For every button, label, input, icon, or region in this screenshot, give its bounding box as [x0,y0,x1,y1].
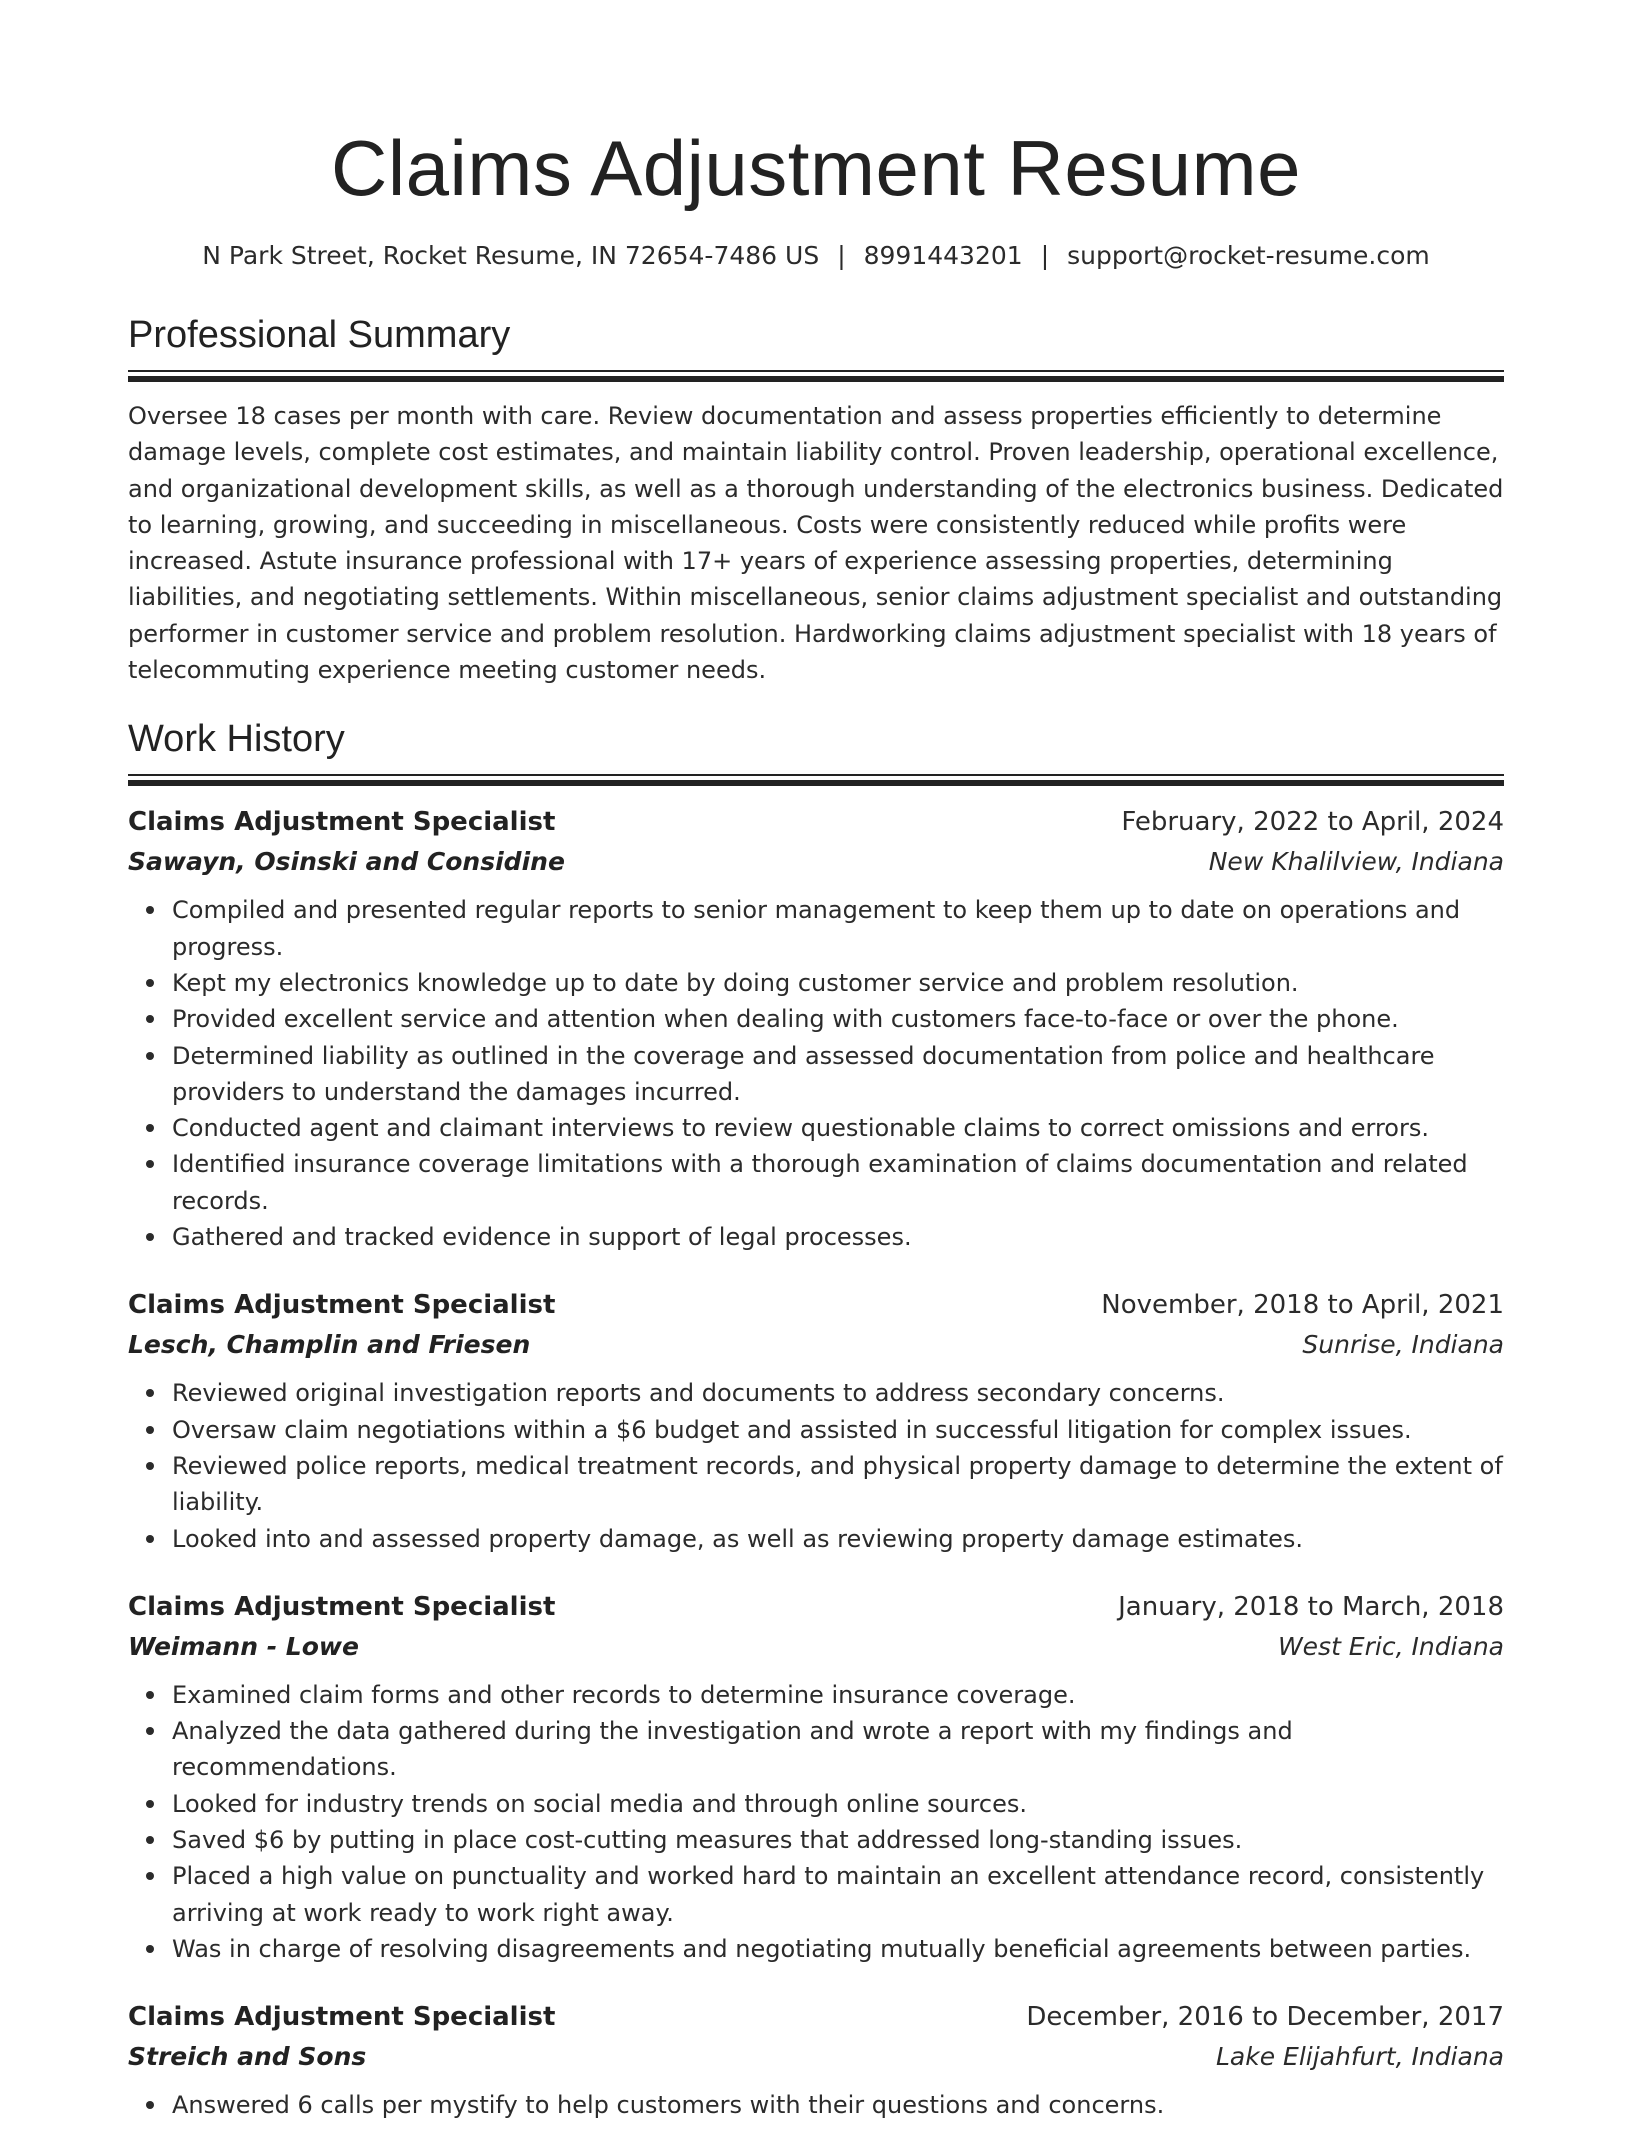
contact-line [128,238,1504,274]
job-bullet: Looked into and assessed property damage, as well as reviewing property damage estimates. [172,1521,1504,1557]
job-location: Sunrise, Indiana [1302,1330,1504,1360]
job-bullet: Looked for industry trends on social media and through online sources. [172,1786,1504,1822]
job-company: Weimann - Lowe [128,1631,359,1661]
job-bullet-list [128,2087,1504,2123]
job-bullet: Kept my electronics knowledge up to date by doing customer service and problem resolution. [172,965,1504,1001]
job-bullet: Conducted agent and claimant interviews to review questionable claims to correct omissions and errors. [172,1110,1504,1146]
contact-separator: | [1040,241,1050,270]
summary-heading: Professional Summary [128,314,511,356]
job-bullet-list [128,1375,1504,1556]
job-company-row [128,2037,1504,2077]
job-company-row [128,1627,1504,1667]
job-dates: January, 2018 to March, 2018 [1118,1591,1504,1622]
job-company: Lesch, Champlin and Friesen [128,1330,531,1360]
resume-page [128,0,1504,2154]
job-company-row [128,842,1504,882]
job-header-row [128,1587,1504,1627]
job-bullet: Saved $6 by putting in place cost-cutting measures that addressed long-standing issues. [172,1822,1504,1858]
job-entry [128,1997,1504,2123]
job-entry [128,1285,1504,1556]
contact-separator: | [837,241,846,270]
job-header-row [128,802,1504,842]
contact-address: N Park Street, Rocket Resume, IN 72654-7486 US [202,241,820,270]
contact-phone: 8991443201 [863,241,1023,270]
job-location: Lake Elijahfurt, Indiana [1216,2042,1504,2072]
job-header-row [128,1997,1504,2037]
job-company: Streich and Sons [128,2042,367,2072]
job-header-row [128,1285,1504,1325]
job-bullet: Compiled and presented regular reports to senior management to keep them up to date on operations and progress. [172,892,1504,965]
job-company-row [128,1325,1504,1365]
job-location: New Khalilview, Indiana [1208,847,1504,877]
job-bullet: Provided excellent service and attention when dealing with customers face-to-face or over the phone. [172,1001,1504,1037]
job-bullet: Determined liability as outlined in the coverage and assessed documentation from police and healthcare providers to understand the damages incurred. [172,1038,1504,1111]
job-bullet-list [128,892,1504,1255]
summary-section-header [128,310,1504,372]
job-bullet: Reviewed original investigation reports and documents to address secondary concerns. [172,1375,1504,1411]
section-divider [128,370,1504,372]
job-company: Sawayn, Osinski and Considine [128,847,565,877]
job-bullet: Identified insurance coverage limitations with a thorough examination of claims documentation and related records. [172,1146,1504,1219]
job-bullet-list [128,1677,1504,1967]
job-bullet: Was in charge of resolving disagreements and negotiating mutually beneficial agreements between parties. [172,1931,1504,1967]
summary-text: Oversee 18 cases per month with care. Review documentation and assess properties efficiently to determine damage levels, complete cost estimates, and maintain liability control. Proven leadership, operational excellence, and organizational development skills, as well as a thorough understanding of the electronics business. Dedicated to learning, growing, and succeeding in miscellaneous. Costs were consistently reduced while profits were increased. Astute insurance professional with 17+ years of experience assessing properties, determining liabilities, and negotiating settlements. Within miscellaneous, senior claims adjustment specialist and outstanding performer in customer service and problem resolution. Hardworking claims adjustment specialist with 18 years of telecommuting experience meeting customer needs. [128,402,1504,685]
job-bullet: Placed a high value on punctuality and worked hard to maintain an excellent attendance record, consistently arriving at work ready to work right away. [172,1858,1504,1931]
job-dates: December, 2016 to December, 2017 [1026,2002,1504,2033]
job-title: Claims Adjustment Specialist [128,807,556,838]
work-section-header [128,714,1504,776]
job-bullet: Examined claim forms and other records to determine insurance coverage. [172,1677,1504,1713]
job-bullet: Analyzed the data gathered during the investigation and wrote a report with my findings and recommendations. [172,1713,1504,1786]
job-entry [128,802,1504,1255]
resume-title: Claims Adjustment Resume [330,124,1301,212]
job-title: Claims Adjustment Specialist [128,2002,556,2033]
work-heading: Work History [128,718,345,761]
job-bullet: Oversaw claim negotiations within a $6 budget and assisted in successful litigation for complex issues. [172,1412,1504,1448]
section-divider [128,774,1504,776]
job-title: Claims Adjustment Specialist [128,1290,556,1321]
job-title: Claims Adjustment Specialist [128,1591,556,1622]
job-location: West Eric, Indiana [1277,1631,1504,1661]
job-dates: November, 2018 to April, 2021 [1101,1290,1504,1321]
job-bullet: Reviewed police reports, medical treatment records, and physical property damage to determine the extent of liability. [172,1448,1504,1521]
job-bullet: Answered 6 calls per mystify to help customers with their questions and concerns. [172,2087,1504,2123]
contact-email: support@rocket-resume.com [1067,241,1430,270]
job-bullet: Gathered and tracked evidence in support of legal processes. [172,1219,1504,1255]
work-history-list [128,802,1504,2123]
job-entry [128,1587,1504,1967]
job-dates: February, 2022 to April, 2024 [1121,807,1504,838]
